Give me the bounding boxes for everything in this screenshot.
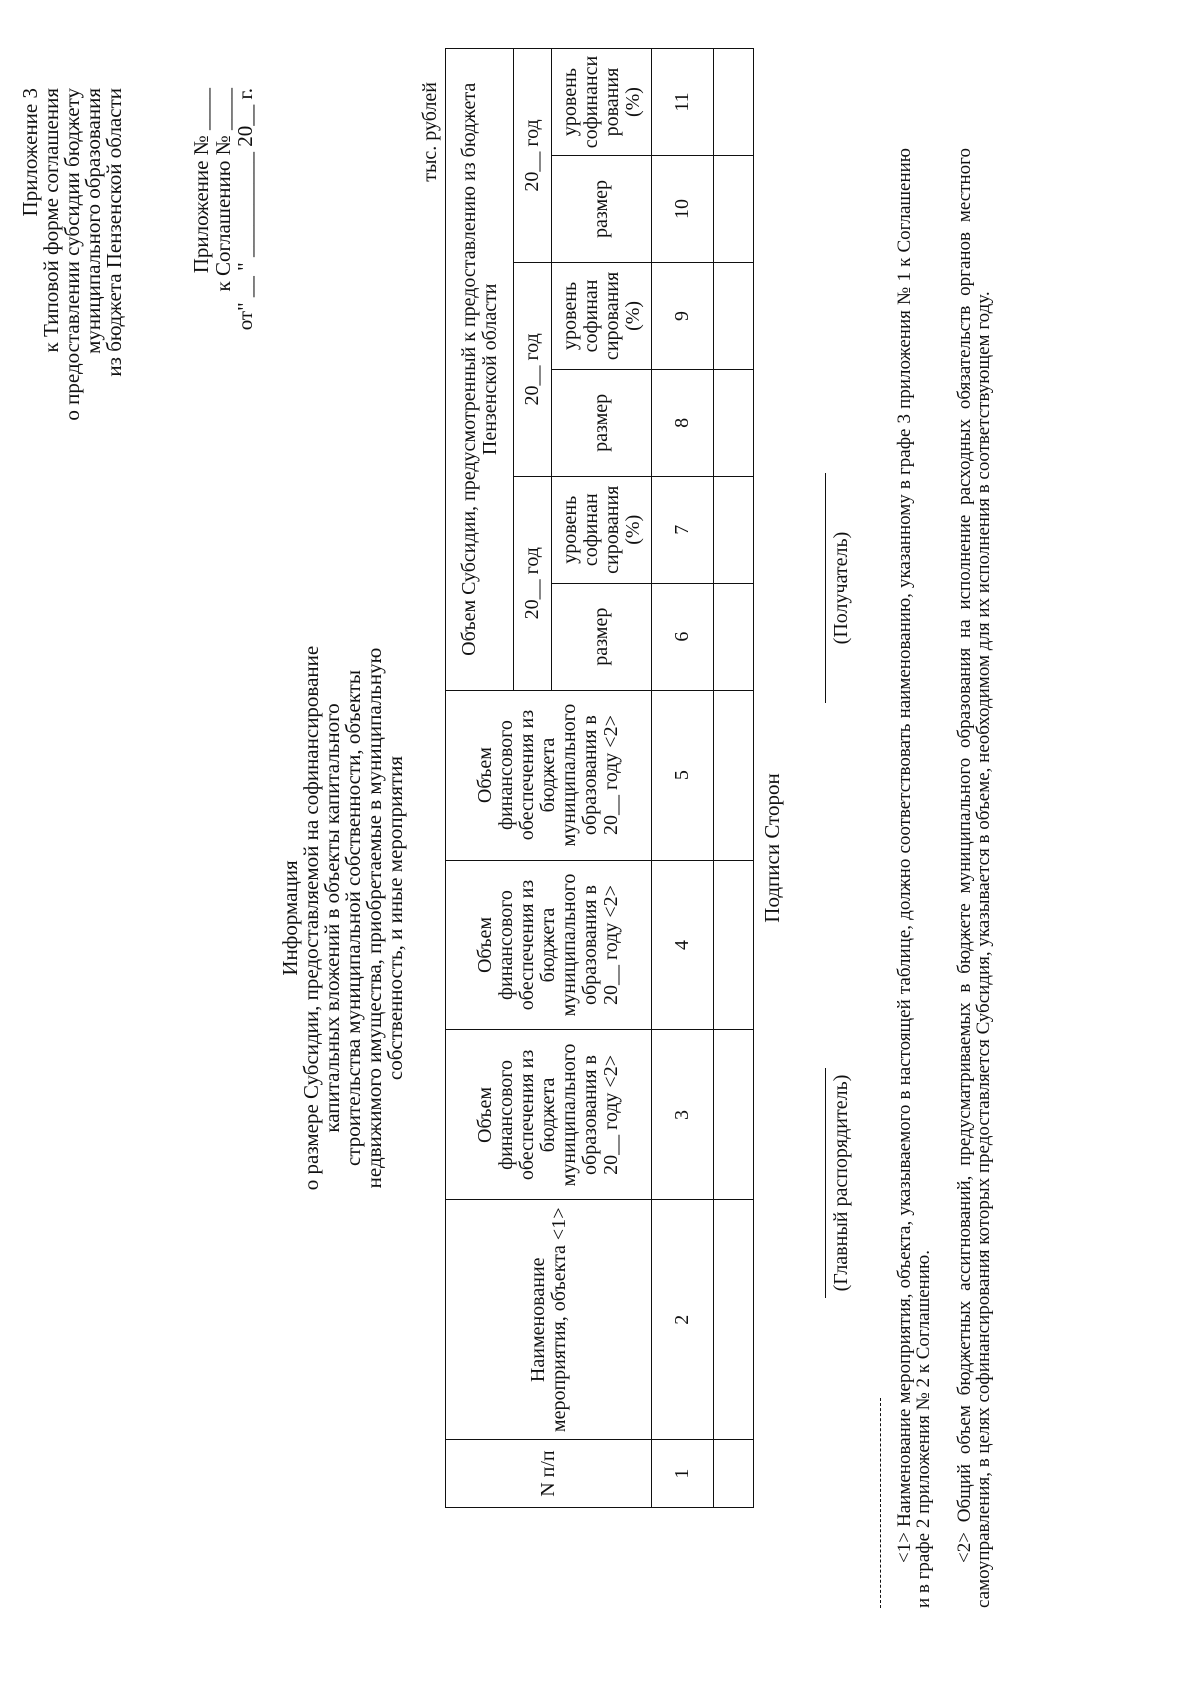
left-signature-caption: (Главный распорядитель) — [830, 1074, 852, 1292]
table-cell — [714, 476, 754, 583]
table-cell — [714, 156, 754, 263]
header-fin-2: Объем финансового обеспечения из бюджета муниципального образования в 20__ году <2> — [446, 860, 652, 1030]
column-number: 9 — [652, 262, 714, 369]
column-number: 10 — [652, 156, 714, 263]
appendix-block — [20, 88, 125, 421]
table-cell — [714, 262, 754, 369]
table-cell — [714, 1440, 754, 1508]
footnote-separator — [880, 1398, 881, 1608]
column-number: 6 — [652, 583, 714, 690]
header-subsidy: Объем Субсидии, предусмотренный к предоставлению из бюджета Пензенской области — [446, 49, 514, 691]
table-cell — [714, 690, 754, 860]
footnote-2: <2> Общий объем бюджетных ассигнований, предусматриваемых в бюджете муниципального образования на исполнение расходных обязательств органов местного самоуправления, в целях софинансирования которых предоставляется Субсидия, указывается в объеме, необходимом для их исполнения в соответствующем году. — [954, 148, 994, 1608]
column-number: 8 — [652, 369, 714, 476]
header-year-2: 20__ год — [514, 262, 552, 476]
header-name: Наименование мероприятия, объекта <1> — [446, 1200, 652, 1440]
document-title — [280, 638, 406, 1198]
header-level-1: уровень софинан сирования (%) — [552, 476, 652, 583]
column-number: 7 — [652, 476, 714, 583]
rotated-sheet — [0, 48, 1100, 1648]
table-cell — [714, 369, 754, 476]
title-body: о размере Субсидии, предоставляемой на софинансирование капитальных вложений в объекты капитального строительства муниципальной собственности, объекты недвижимого имущества, приобретаемые в муниципальную собственность, и иные мероприятия — [299, 645, 407, 1191]
header-size-3: размер — [552, 156, 652, 263]
agreement-line-3: от" __ " __________ 20__ г. — [233, 88, 257, 331]
appendix-line-2: к Типовой форме соглашения — [39, 88, 63, 353]
empty-data-row — [714, 49, 754, 1508]
table-cell — [714, 860, 754, 1030]
agreement-line-1: Приложение № ____ — [189, 88, 213, 274]
column-number: 1 — [652, 1440, 714, 1508]
subsidy-table — [445, 48, 754, 1508]
header-level-3: уровень софинанси рования (%) — [552, 49, 652, 156]
header-size-2: размер — [552, 369, 652, 476]
signatures-heading: Подписи Сторон — [760, 773, 784, 923]
header-year-1: 20__ год — [514, 476, 552, 690]
header-size-1: размер — [552, 583, 652, 690]
header-level-2: уровень софинан сирования (%) — [552, 262, 652, 369]
appendix-line-4: муниципального образования — [81, 88, 105, 354]
left-signature-line — [825, 1068, 826, 1298]
column-number: 2 — [652, 1200, 714, 1440]
table-cell — [714, 49, 754, 156]
column-number: 3 — [652, 1030, 714, 1200]
column-number: 5 — [652, 690, 714, 860]
title-heading: Информация — [278, 860, 302, 976]
table-cell — [714, 583, 754, 690]
table-cell — [714, 1200, 754, 1440]
column-number: 11 — [652, 49, 714, 156]
header-fin-3: Объем финансового обеспечения из бюджета муниципального образования в 20__ году <2> — [446, 690, 652, 860]
right-signature-caption: (Получатель) — [830, 531, 852, 645]
column-number: 4 — [652, 860, 714, 1030]
column-number-row — [652, 49, 714, 1508]
header-year-3: 20__ год — [514, 49, 552, 263]
header-fin-1: Объем финансового обеспечения из бюджета муниципального образования в 20__ году <2> — [446, 1030, 652, 1200]
units-label: тыс. рублей — [419, 82, 441, 182]
agreement-line-2: к Соглашению № ____ — [211, 88, 235, 292]
appendix-line-1: Приложение 3 — [18, 88, 42, 217]
appendix-line-5: из бюджета Пензенской области — [102, 88, 126, 377]
agreement-block — [190, 88, 256, 330]
table-cell — [714, 1030, 754, 1200]
appendix-line-3: о предоставлении субсидии бюджету — [60, 88, 84, 421]
footnote-1: <1> Наименование мероприятия, объекта, указываемого в настоящей таблице, должно соответствовать наименованию, указанному в графе 3 приложения № 1 к Соглашению и в графе 2 приложения № 2 к Соглашению. — [894, 148, 934, 1608]
right-signature-line — [825, 473, 826, 703]
header-num: N п/п — [446, 1440, 652, 1508]
